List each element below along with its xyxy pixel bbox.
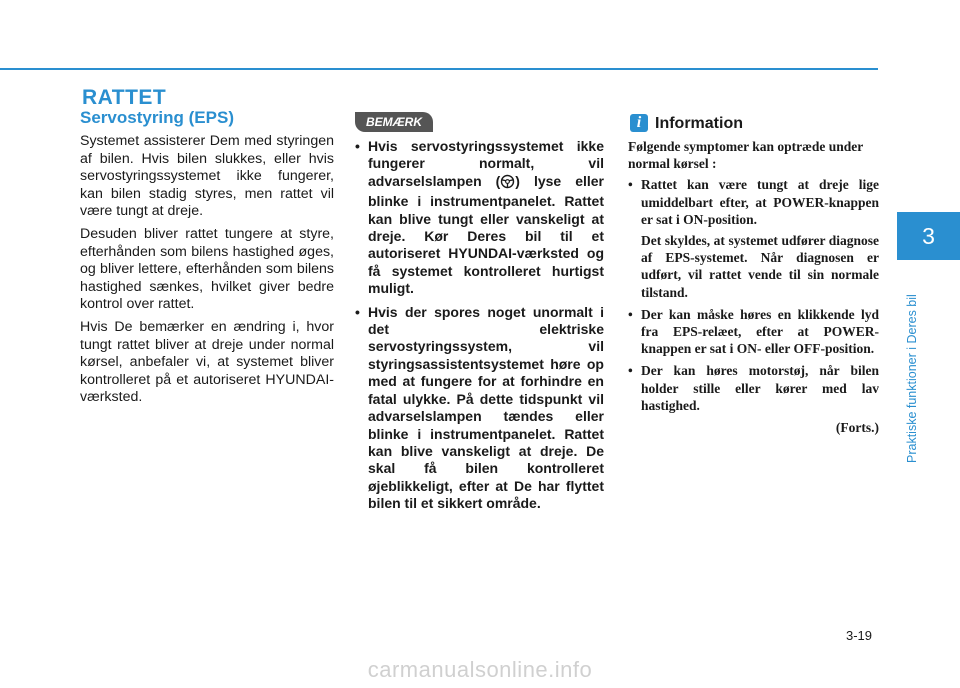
page-number: 3-19 bbox=[846, 628, 873, 643]
note-text-after-icon: ) lyse eller blinke i instrumentpanelet. Rattet kan blive tungt eller vanskeligt at dreje. Kør Deres bil til et autoriseret HYUNDAI-værksted og få systemet kontrolleret hurtigst muligt. bbox=[368, 172, 604, 297]
body-paragraph: Systemet assisterer Dem med styringen af bilen. Hvis bilen slukkes, eller hvis servostyringssystemet ikke fungerer, kan bilen stadig styres, men rattet vil være tungt at dreje. bbox=[80, 133, 334, 220]
information-item bbox=[628, 306, 879, 358]
note-item bbox=[355, 304, 604, 513]
left-column bbox=[80, 133, 334, 412]
bullet: • bbox=[628, 306, 633, 322]
steering-warning-icon bbox=[500, 174, 515, 193]
continued-label: (Forts.) bbox=[835, 420, 879, 436]
information-title: Information bbox=[655, 115, 743, 132]
information-item bbox=[628, 362, 879, 414]
note-text: Hvis der spores noget unormalt i det elektriske servostyringssystem, vil styringsassistentsystemet høre op med at fungere for at forhindre en fatal ulykke. På dette tidspunkt vil advarselslampen tændes eller blinke i instrumentpanelet. Rattet kan blive vanskeligt at dreje. De skal få bilen kontrolleret øjeblikkeligt, efter at De har flyttet bilen til et sikkert område. bbox=[368, 303, 604, 512]
chapter-side-label: Praktiske funktioner i Deres bil bbox=[905, 294, 919, 463]
information-item-subtext: Det skyldes, at systemet udfører diagnose af EPS-systemet. Når diagnosen er udført, vil rattet vende til sin normale tilstand. bbox=[641, 233, 879, 300]
information-item bbox=[628, 176, 879, 300]
watermark: carmanualsonline.info bbox=[367, 657, 593, 682]
note-item bbox=[355, 138, 604, 298]
subheading-eps: Servostyring (EPS) bbox=[80, 108, 234, 127]
header-rule bbox=[0, 68, 878, 70]
bullet: • bbox=[628, 177, 633, 193]
note-badge: BEMÆRK bbox=[355, 112, 433, 132]
bullet: • bbox=[355, 303, 360, 320]
chapter-tab: 3 bbox=[897, 212, 960, 260]
note-text-before-icon: Hvis servostyringssystemet ikke fungerer normalt, vil advarselslampen ( bbox=[368, 138, 604, 189]
information-list bbox=[628, 176, 879, 414]
bullet: • bbox=[355, 138, 360, 154]
information-intro: Følgende symptomer kan optræde under normal kørsel : bbox=[628, 139, 864, 172]
information-column bbox=[628, 138, 879, 436]
section-title: RATTET bbox=[82, 86, 167, 109]
bullet: • bbox=[628, 363, 633, 379]
info-icon: i bbox=[630, 114, 648, 132]
information-item-text: Rattet kan være tungt at dreje lige umiddelbart efter, at POWER-knappen er sat i ON-position. bbox=[641, 177, 879, 227]
body-paragraph: Desuden bliver rattet tungere at styre, efterhånden som bilens hastighed øges, og bliver lettere, efterhånden som bilens hastighed sænkes, hvilket giver bedre kontrol over rattet. bbox=[80, 225, 334, 313]
information-item-text: Der kan høres motorstøj, når bilen holder stille eller kører med lav hastighed. bbox=[641, 363, 879, 413]
body-paragraph: Hvis De bemærker en ændring i, hvor tungt rattet bliver at dreje under normal kørsel, anbefaler vi, at systemet bliver kontrolleret på et autoriseret HYUNDAI-værksted. bbox=[80, 318, 334, 406]
note-list bbox=[355, 138, 604, 519]
information-item-text: Der kan måske høres en klikkende lyd fra EPS-relæet, efter at POWER-knappen er sat i ON- eller OFF-position. bbox=[641, 306, 879, 357]
